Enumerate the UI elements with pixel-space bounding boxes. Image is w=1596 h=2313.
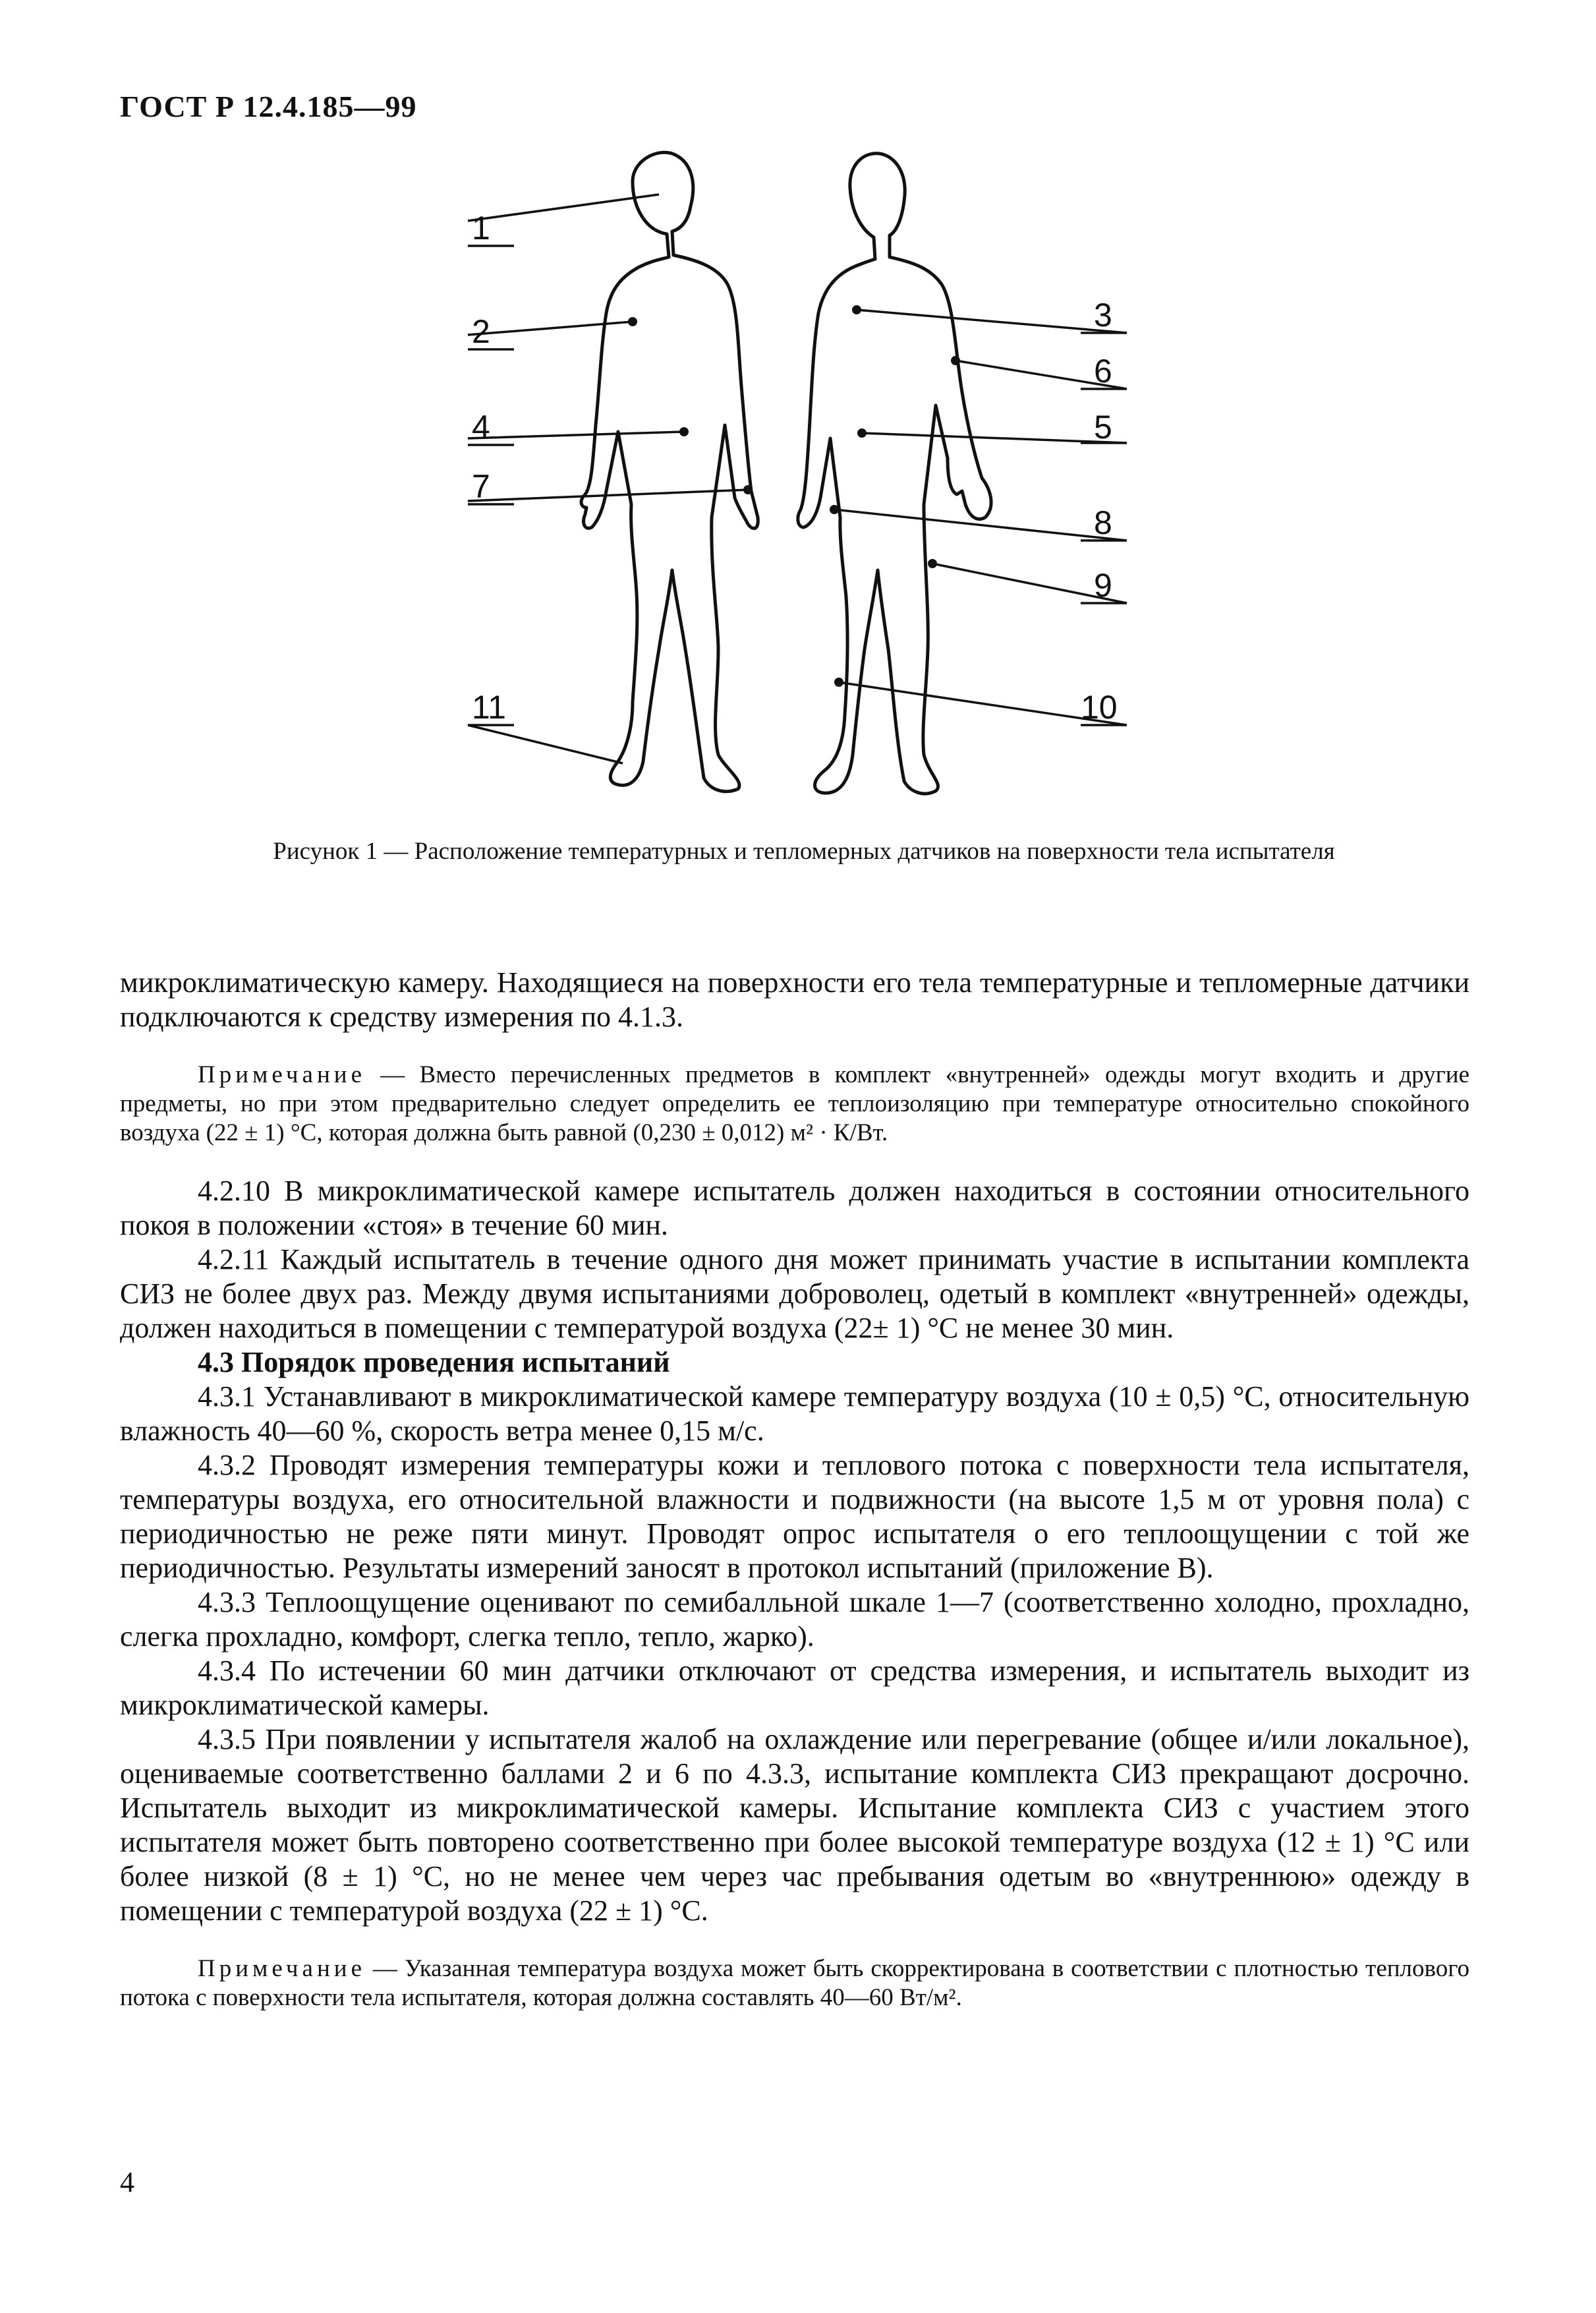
paragraph-4-2-11: 4.2.11 Каждый испытатель в течение одного дня может принимать участие в испытании комплекта СИЗ не более двух раз. Между двумя испытаниями доброволец, одетый в комплект «внутренней» одежды, должен находиться в помещении с температурой воздуха (22± 1) °С не менее 30 мин. [120, 1243, 1469, 1344]
paragraph-4-2-10: 4.2.10 В микроклиматической камере испытатель должен находиться в состоянии относительного покоя в положении «стоя» в течение 60 мин. [120, 1175, 1469, 1241]
back-human-outline [798, 154, 991, 794]
document-header: ГОСТ Р 12.4.185—99 [120, 90, 417, 123]
sensor-label-6: 6 [1094, 353, 1112, 390]
note-2-label: Примечание [198, 1955, 366, 1982]
paragraph-4-3-4: 4.3.4 По истечении 60 мин датчики отключают от средства измерения, и испытатель выходит из микроклиматической камеры. [120, 1654, 1469, 1721]
section-heading-4-3: 4.3 Порядок проведения испытаний [198, 1346, 670, 1378]
sensor-label-1: 1 [472, 210, 490, 247]
figure-caption: Рисунок 1 — Расположение температурных и тепломерных датчиков на поверхности тела испытателя [273, 838, 1335, 865]
paragraph-4-3-3: 4.3.3 Теплоощущение оценивают по семибалльной шкале 1—7 (соответственно холодно, прохладно, слегка прохладно, комфорт, слегка тепло, тепло, жарко). [120, 1586, 1469, 1653]
note-2 [120, 1954, 1469, 2012]
sensor-label-3: 3 [1094, 297, 1112, 334]
sensor-label-11: 11 [472, 689, 506, 726]
front-human-outline [581, 152, 758, 791]
sensor-label-7: 7 [472, 468, 490, 505]
sensor-label-4: 4 [472, 409, 490, 446]
paragraph-4-3-5: 4.3.5 При появлении у испытателя жалоб на охлаждение или перегревание (общее и/или локальное), оцениваемые соответственно баллами 2 и 6 по 4.3.3, испытание комплекта СИЗ прекращают досрочно. Испытатель выходит из микроклиматической камеры. Испытание комплекта СИЗ с участием этого испытателя может быть повторено соответственно при более высокой температуре воздуха (12 ± 1) °С или более низкой (8 ± 1) °С, но не менее чем через час пребывания одетым во «внутреннюю» одежду в помещении с температурой воздуха (22 ± 1) °С. [120, 1723, 1469, 1927]
page-number: 4 [120, 2166, 134, 2198]
sensor-label-9: 9 [1094, 567, 1112, 604]
note-1-label: Примечание [198, 1061, 366, 1088]
document-body [120, 966, 1469, 2012]
sensor-label-2: 2 [472, 313, 490, 350]
sensor-label-8: 8 [1094, 504, 1112, 541]
paragraph-4-3-1: 4.3.1 Устанавливают в микроклиматической камере температуру воздуха (10 ± 0,5) °С, относительную влажность 40—60 %, скорость ветра менее 0,15 м/с. [120, 1380, 1469, 1447]
paragraph-4-3-2: 4.3.2 Проводят измерения температуры кожи и теплового потока с поверхности тела испытателя, температуры воздуха, его относительной влажности и подвижности (на высоте 1,5 м от уровня пола) с периодичностью не реже пяти минут. Проводят опрос испытателя о его теплоощущении с той же периодичностью. Результаты измерений заносят в протокол испытаний (приложение В). [120, 1449, 1469, 1584]
note-1 [120, 1061, 1469, 1148]
sensor-label-5: 5 [1094, 409, 1112, 446]
body-sensor-diagram [409, 148, 1199, 840]
sensor-label-10: 10 [1081, 689, 1118, 726]
note-1-text: — Вместо перечисленных предметов в комплект «внутренней» одежды могут входить и другие предметы, но при этом предварительно следует определить ее теплоизоляцию при температуре относительно спокойного воздуха (22 ± 1) °С, которая должна быть равной (0,230 ± 0,012) м² · К/Вт. [120, 1061, 1469, 1146]
note-2-text: — Указанная температура воздуха может быть скорректирована в соответствии с плотностью теплового потока с поверхности тела испытателя, которая должна составлять 40—60 Вт/м². [120, 1955, 1469, 2011]
paragraph-continuation: микроклиматическую камеру. Находящиеся на поверхности его тела температурные и тепломерные датчики подключаются к средству измерения по 4.1.3. [120, 966, 1469, 1033]
